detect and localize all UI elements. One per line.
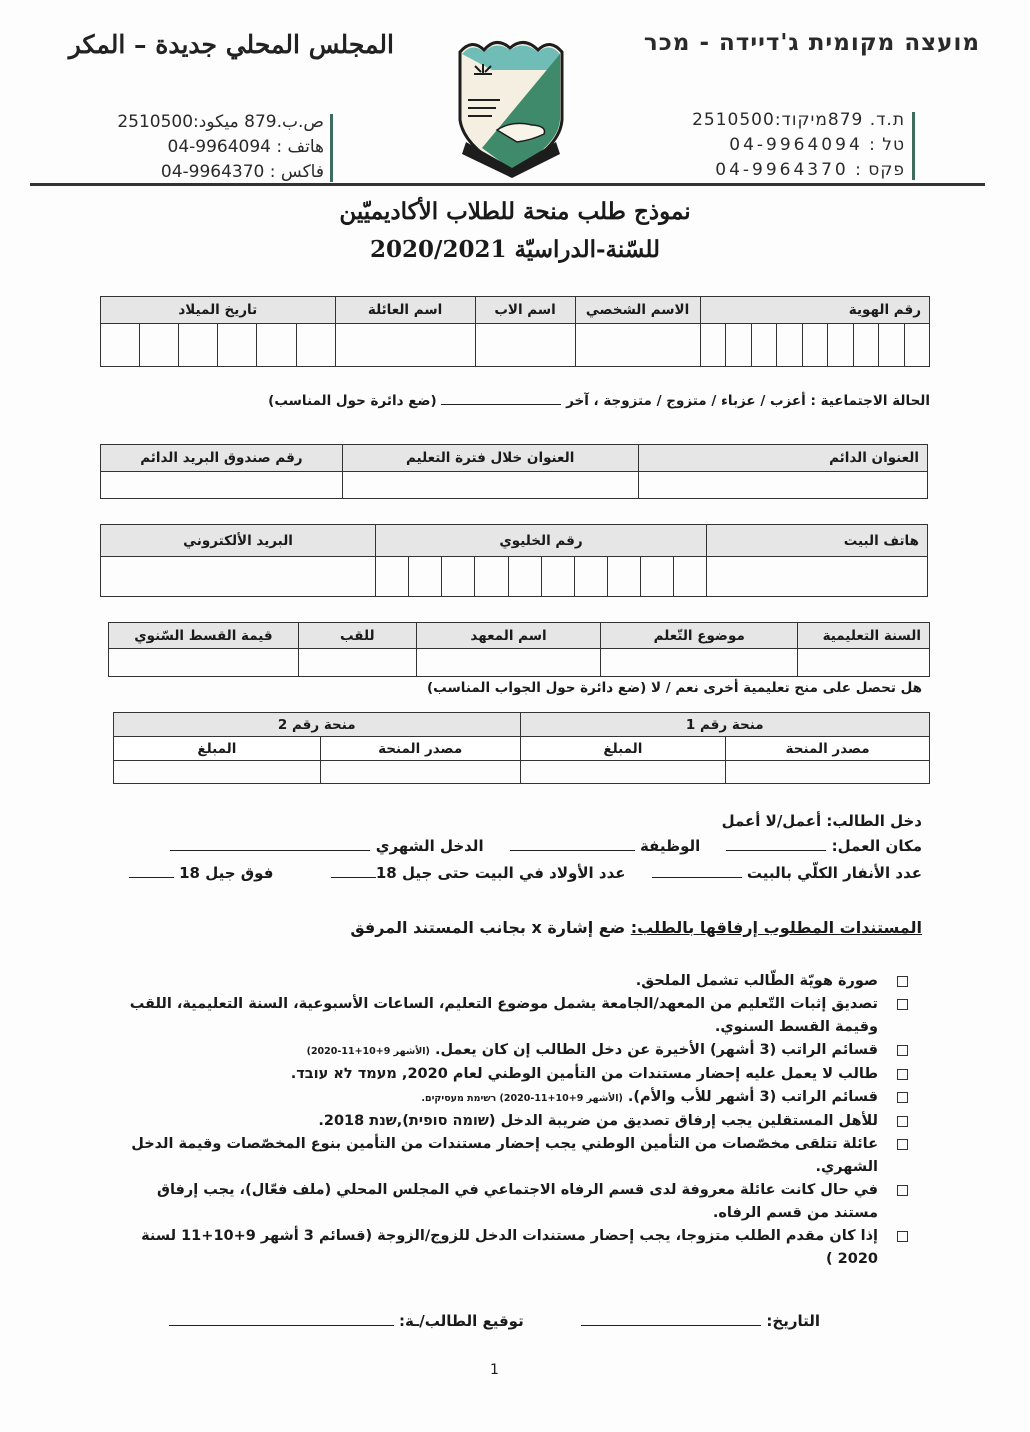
page-number: 1 bbox=[490, 1362, 499, 1378]
header-home-phone: هاتف البيت bbox=[707, 525, 928, 557]
document-text: طالب لا يعمل عليه إحضار مستندات من التأمين الوطني لعام 2020, מעמד לא עובד. bbox=[290, 1066, 878, 1082]
header-birth-date: تاريخ الميلاد bbox=[101, 297, 336, 324]
form-title-line2 bbox=[200, 231, 830, 269]
grant2-source-field[interactable] bbox=[320, 761, 520, 784]
checkbox[interactable] bbox=[897, 1069, 908, 1080]
fax-label: فاكس : bbox=[269, 162, 324, 182]
document-item bbox=[118, 1225, 908, 1271]
mobile-digit-box[interactable] bbox=[607, 557, 640, 597]
fax-value: 04-9964370 bbox=[160, 162, 265, 182]
checkbox[interactable] bbox=[897, 1092, 908, 1103]
marital-status-line bbox=[268, 393, 930, 409]
id-digit-box[interactable] bbox=[879, 324, 904, 367]
marital-status-hint: (ضع دائرة حول المناسب) bbox=[268, 393, 437, 409]
workplace-label: مكان العمل: bbox=[831, 837, 922, 855]
checkbox[interactable] bbox=[897, 976, 908, 987]
children-under18-label: عدد الأولاد في البيت حتى جيل bbox=[401, 864, 626, 882]
header-father-name: اسم الاب bbox=[475, 297, 575, 324]
header-annual-tuition: قيمة القسط السّنوي bbox=[109, 623, 299, 649]
date-label: التاريخ: bbox=[766, 1312, 820, 1330]
documents-heading-underlined: المستندات المطلوب إرفاقها بالطلب: bbox=[630, 918, 922, 937]
document-item bbox=[118, 1063, 908, 1086]
mobile-digit-box[interactable] bbox=[673, 557, 706, 597]
header-institution: اسم المعهد bbox=[416, 623, 601, 649]
document-item bbox=[118, 993, 908, 1039]
checkbox[interactable] bbox=[897, 1185, 908, 1196]
marital-status-options[interactable]: أعزب / عزباء / متزوج / متزوجة ، آخر bbox=[566, 393, 806, 409]
arabic-phone-line bbox=[104, 135, 324, 160]
document-text: إذا كان مقدم الطلب متزوجا، يجب إحضار مستندات الدخل للزوج/الزوجة (قسائم 3 أشهر 9+10+11 لسنة 2020 ) bbox=[141, 1228, 878, 1267]
header-mobile: رقم الخليوي bbox=[376, 525, 707, 557]
document-item bbox=[118, 1179, 908, 1225]
phone-value: 04-9964094 bbox=[729, 135, 863, 155]
header-grant1-source: مصدر المنحة bbox=[726, 737, 930, 761]
id-digit-box[interactable] bbox=[802, 324, 827, 367]
arabic-contact-block bbox=[104, 110, 324, 185]
id-digit-box[interactable] bbox=[700, 324, 726, 367]
birth-date-digit-box[interactable] bbox=[140, 324, 179, 367]
header-grant2-amount: المبلغ bbox=[114, 737, 321, 761]
job-field[interactable] bbox=[510, 850, 635, 851]
job-label: الوظيفة bbox=[639, 837, 701, 855]
monthly-income-field[interactable] bbox=[170, 850, 370, 851]
document-item bbox=[118, 1133, 908, 1179]
header-first-name: الاسم الشخصي bbox=[575, 297, 700, 324]
pobox-value: 879 bbox=[827, 110, 864, 130]
header-permanent-address: العنوان الدائم bbox=[638, 445, 927, 472]
over18-label: فوق جيل 18 bbox=[179, 864, 274, 882]
email-field[interactable] bbox=[101, 557, 376, 597]
hebrew-pobox-line bbox=[670, 108, 905, 133]
header-rule bbox=[30, 183, 985, 186]
header-pobox: رقم صندوق البريد الدائم bbox=[101, 445, 343, 472]
mobile-digit-box[interactable] bbox=[541, 557, 574, 597]
household-line bbox=[129, 862, 922, 885]
household-total-label: عدد الأنفار الكلّي بالبيت bbox=[746, 864, 922, 882]
header-grant2-source: مصدر المنحة bbox=[320, 737, 520, 761]
documents-heading bbox=[350, 916, 922, 939]
postcode-value: 2510500 bbox=[692, 110, 775, 130]
form-title-line1: نموذج طلب منحة للطلاب الأكاديميّين bbox=[339, 198, 691, 225]
mobile-digit-box[interactable] bbox=[640, 557, 673, 597]
address-table bbox=[100, 444, 928, 499]
documents-heading-instruction: ضع إشارة x بجانب المستند المرفق bbox=[350, 918, 631, 937]
signature-label: توقيع الطالب/ـة: bbox=[399, 1312, 524, 1330]
pobox-value: 879 bbox=[244, 112, 277, 132]
document-item bbox=[118, 1086, 908, 1110]
mobile-digit-box[interactable] bbox=[376, 557, 409, 597]
form-title bbox=[200, 193, 830, 269]
grant1-source-field[interactable] bbox=[726, 761, 930, 784]
arabic-council-name: المجلس المحلي جديدة – المكر bbox=[68, 30, 394, 59]
personal-details-table bbox=[100, 296, 930, 367]
document-text: قسائم الراتب (3 أشهر للأب والأم). bbox=[627, 1089, 878, 1105]
pobox-label: ת.ד. bbox=[869, 110, 905, 130]
header-email: البريد الألكتروني bbox=[101, 525, 376, 557]
date-field[interactable] bbox=[581, 1325, 761, 1326]
institution-field[interactable] bbox=[416, 649, 601, 677]
document-note: (الأشهر 9+10+11-2020) bbox=[306, 1046, 430, 1057]
mobile-digit-box[interactable] bbox=[508, 557, 541, 597]
hebrew-contact-block bbox=[670, 108, 905, 183]
fax-value: 04-9964370 bbox=[715, 160, 849, 180]
hebrew-council-name: מועצה מקומית ג'דיידה - מכר bbox=[643, 30, 980, 56]
over18-field[interactable] bbox=[129, 877, 174, 878]
other-grants-question[interactable]: هل تحصل على منح تعليمية أخرى نعم / لا (ضع دائرة حول الجواب المناسب) bbox=[427, 680, 922, 696]
hebrew-fax-line bbox=[670, 158, 905, 183]
phone-label: טל : bbox=[869, 135, 905, 155]
header-family-name: اسم العائلة bbox=[335, 297, 475, 324]
academic-year-label: للسّنة-الدراسيّة bbox=[514, 236, 660, 263]
children-under18-field[interactable] bbox=[331, 877, 376, 878]
birth-date-digit-box[interactable] bbox=[179, 324, 218, 367]
id-digit-box[interactable] bbox=[828, 324, 853, 367]
document-text: في حال كانت عائلة معروفة لدى قسم الرفاه الاجتماعي في المجلس المحلي (ملف فعّال)، يجب إرفاق مستند من قسم الرفاه. bbox=[157, 1182, 878, 1221]
documents-checklist bbox=[118, 970, 908, 1271]
checkbox[interactable] bbox=[897, 999, 908, 1010]
contact-table bbox=[100, 524, 928, 597]
id-digit-box[interactable] bbox=[726, 324, 751, 367]
document-text: للأهل المستقلين يجب إرفاق تصديق من ضريبة الدخل (שומה סופית),שנת 2018. bbox=[318, 1113, 878, 1129]
council-logo-emblem bbox=[452, 30, 570, 178]
hebrew-phone-line bbox=[670, 133, 905, 158]
postcode-label: מיקוד: bbox=[774, 110, 828, 130]
monthly-income-label: الدخل الشهري bbox=[375, 837, 484, 855]
student-income-line[interactable]: دخل الطالب: أعمل/لا أعمل bbox=[721, 812, 922, 830]
birth-date-digit-box[interactable] bbox=[101, 324, 140, 367]
contact-divider bbox=[912, 112, 915, 180]
mobile-digit-box[interactable] bbox=[409, 557, 442, 597]
document-item bbox=[118, 970, 908, 993]
contact-divider bbox=[330, 114, 333, 182]
header-study-address: العنوان خلال فترة التعليم bbox=[342, 445, 638, 472]
header-grant1-amount: المبلغ bbox=[520, 737, 726, 761]
id-digit-box[interactable] bbox=[751, 324, 776, 367]
marital-other-field[interactable] bbox=[441, 404, 561, 405]
document-item bbox=[118, 1110, 908, 1133]
header-study-subject: موضوع التّعلم bbox=[601, 623, 798, 649]
work-details-line bbox=[170, 835, 922, 858]
permanent-address-field[interactable] bbox=[638, 472, 927, 499]
birth-date-digit-box[interactable] bbox=[257, 324, 296, 367]
children-under18-age: 18 bbox=[375, 864, 397, 882]
document-item bbox=[118, 1039, 908, 1063]
grant1-amount-field[interactable] bbox=[520, 761, 726, 784]
id-digit-box[interactable] bbox=[904, 324, 929, 367]
signature-field[interactable] bbox=[169, 1325, 394, 1326]
academic-year-field[interactable] bbox=[798, 649, 930, 677]
mobile-digit-box[interactable] bbox=[475, 557, 508, 597]
birth-date-digit-box[interactable] bbox=[218, 324, 257, 367]
study-table bbox=[108, 622, 930, 677]
checkbox[interactable] bbox=[897, 1139, 908, 1150]
birth-date-digit-box[interactable] bbox=[296, 324, 335, 367]
checkbox[interactable] bbox=[897, 1045, 908, 1056]
mobile-digit-box[interactable] bbox=[442, 557, 475, 597]
father-name-field[interactable] bbox=[475, 324, 575, 367]
household-total-field[interactable] bbox=[652, 877, 742, 878]
study-address-field[interactable] bbox=[342, 472, 638, 499]
signature-line bbox=[169, 1310, 820, 1333]
document-text: عائلة تتلقى مخصّصات من التأمين الوطني يجب إحضار مستندات من التأمين بنوع المخصّصات وقيمة الدخل الشهري. bbox=[131, 1136, 878, 1175]
arabic-pobox-line bbox=[104, 110, 324, 135]
grant2-amount-field[interactable] bbox=[114, 761, 321, 784]
checkbox[interactable] bbox=[897, 1116, 908, 1127]
arabic-fax-line bbox=[104, 160, 324, 185]
document-text: تصديق إثبات التّعليم من المعهد/الجامعة يشمل موضوع التعليم، الساعات الأسبوعية، السنة التعليمية، اللقب وقيمة القسط السنوي. bbox=[129, 996, 878, 1035]
academic-year-value: 2020/2021 bbox=[370, 236, 507, 263]
first-name-field[interactable] bbox=[575, 324, 700, 367]
degree-field[interactable] bbox=[298, 649, 416, 677]
study-subject-field[interactable] bbox=[601, 649, 798, 677]
id-digit-box[interactable] bbox=[853, 324, 878, 367]
annual-tuition-field[interactable] bbox=[109, 649, 299, 677]
pobox-field[interactable] bbox=[101, 472, 343, 499]
document-note: (الأشهر 9+10+11-2020) רשימת מעסיקים. bbox=[421, 1093, 623, 1104]
header-id-number: رقم الهوية bbox=[700, 297, 929, 324]
postcode-value: 2510500 bbox=[117, 112, 194, 132]
id-digit-box[interactable] bbox=[777, 324, 802, 367]
header-grant-1: منحة رقم 1 bbox=[520, 713, 929, 737]
marital-status-label: الحالة الاجتماعية : bbox=[810, 393, 930, 409]
header-grant-2: منحة رقم 2 bbox=[114, 713, 521, 737]
header-degree: للقب bbox=[298, 623, 416, 649]
mobile-digit-box[interactable] bbox=[574, 557, 607, 597]
document-text: قسائم الراتب (3 أشهر) الأخيرة عن دخل الطالب إن كان يعمل. bbox=[434, 1042, 878, 1058]
checkbox[interactable] bbox=[897, 1231, 908, 1242]
header-academic-year: السنة التعليمية bbox=[798, 623, 930, 649]
document-text: صورة هويّة الطّالب تشمل الملحق. bbox=[635, 973, 878, 989]
postcode-label: ميكود: bbox=[193, 112, 239, 132]
workplace-field[interactable] bbox=[726, 850, 826, 851]
family-name-field[interactable] bbox=[335, 324, 475, 367]
pobox-label: ص.ب. bbox=[276, 112, 324, 132]
home-phone-field[interactable] bbox=[707, 557, 928, 597]
phone-label: هاتف : bbox=[276, 137, 324, 157]
fax-label: פקס : bbox=[855, 160, 905, 180]
phone-value: 04-9964094 bbox=[167, 137, 271, 157]
grants-table bbox=[113, 712, 930, 784]
